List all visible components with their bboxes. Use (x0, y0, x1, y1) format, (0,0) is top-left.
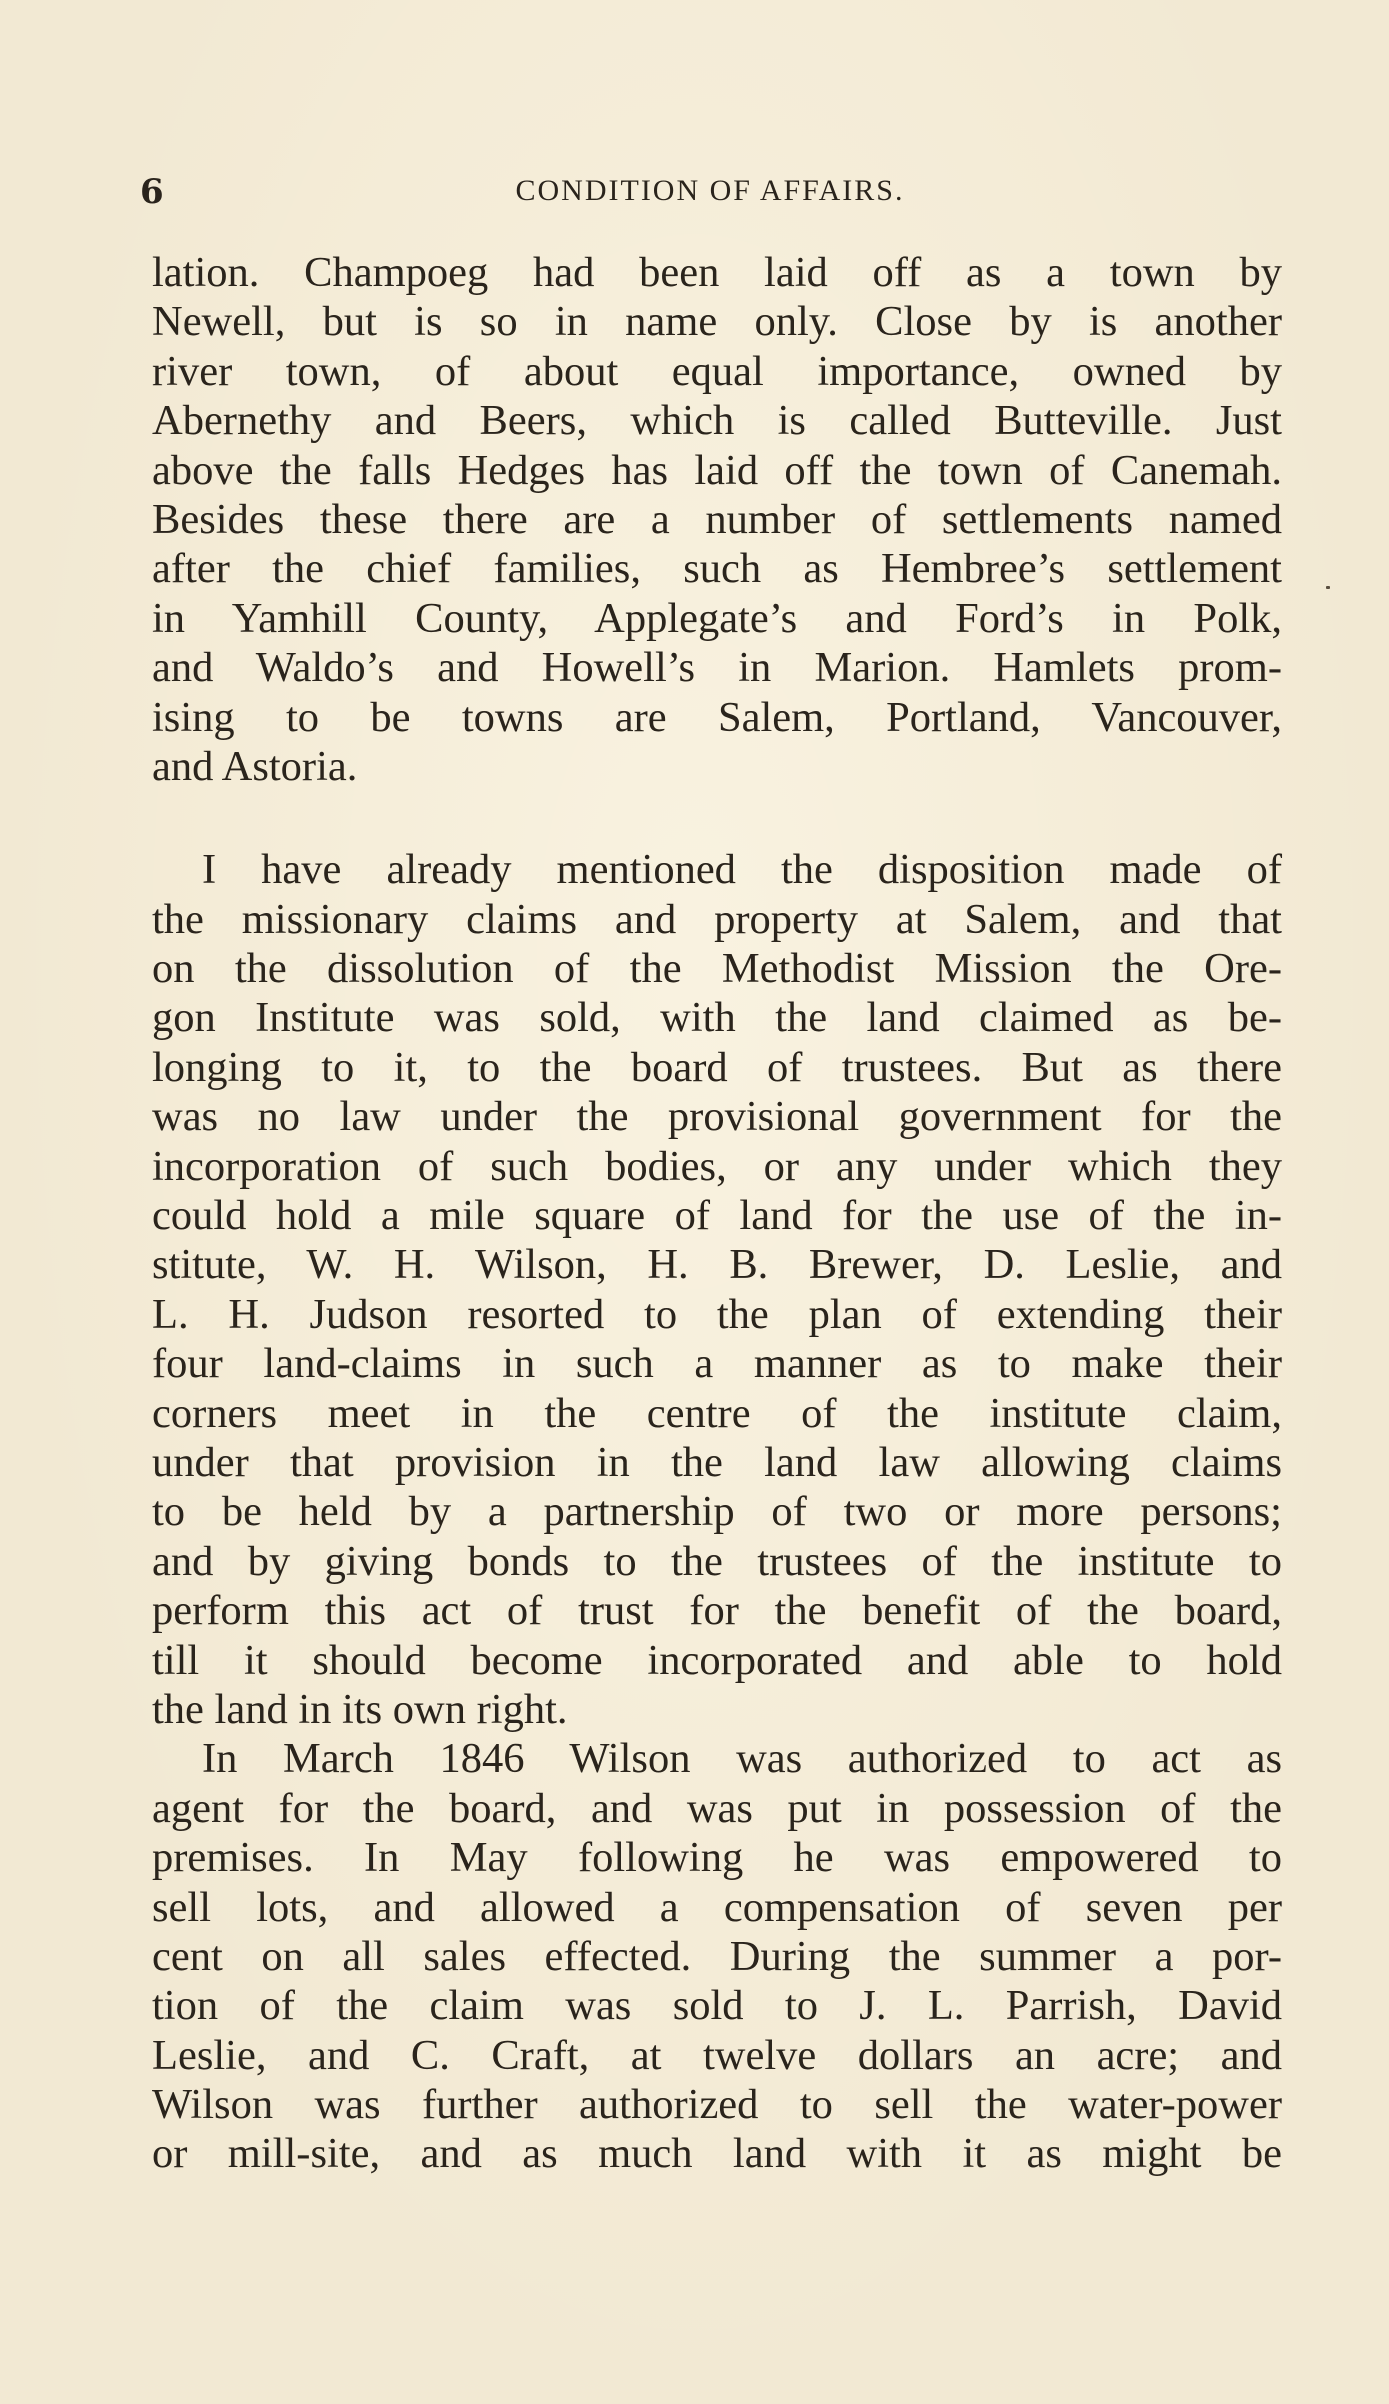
text-line: L. H. Judson resorted to the plan of extending their (152, 1290, 1282, 1338)
text-line: Newell, but is so in name only. Close by is another (152, 298, 1282, 346)
margin-speck (1326, 586, 1330, 589)
text-line: Wilson was further authorized to sell the water-power (152, 2081, 1282, 2129)
body-text (152, 248, 1282, 2179)
paragraph-gap (152, 791, 1282, 845)
running-head (140, 172, 1280, 222)
text-line: under that provision in the land law allowing claims (152, 1438, 1282, 1486)
text-line: and by giving bonds to the trustees of the institute to (152, 1537, 1282, 1585)
running-title: CONDITION OF AFFAIRS. (515, 174, 905, 207)
text-line: ising to be towns are Salem, Portland, Vancouver, (152, 693, 1282, 741)
text-line: to be held by a partnership of two or more persons; (152, 1488, 1282, 1536)
text-line: the missionary claims and property at Salem, and that (152, 895, 1282, 943)
text-line: till it should become incorporated and able to hold (152, 1636, 1282, 1684)
text-line: or mill-site, and as much land with it as might be (152, 2130, 1282, 2178)
text-line: and Astoria. (152, 742, 358, 790)
paragraph-1 (152, 248, 1282, 791)
text-line: Leslie, and C. Craft, at twelve dollars an acre; and (152, 2031, 1282, 2079)
text-line: perform this act of trust for the benefit of the board, (152, 1587, 1282, 1635)
text-line: after the chief families, such as Hembree’s settlement (152, 545, 1282, 593)
text-line: on the dissolution of the Methodist Mission the Ore- (152, 945, 1282, 993)
text-line: incorporation of such bodies, or any under which they (152, 1142, 1282, 1190)
text-line: four land-claims in such a manner as to make their (152, 1340, 1282, 1388)
text-line: gon Institute was sold, with the land claimed as be- (152, 994, 1282, 1042)
text-line: stitute, W. H. Wilson, H. B. Brewer, D. Leslie, and (152, 1241, 1282, 1289)
text-line: agent for the board, and was put in possession of the (152, 1784, 1282, 1832)
text-line: cent on all sales effected. During the summer a por- (152, 1932, 1282, 1980)
text-line: lation. Champoeg had been laid off as a town by (152, 249, 1282, 296)
text-line: Abernethy and Beers, which is called Butteville. Just (152, 397, 1282, 445)
text-line: In March 1846 Wilson was authorized to act as (202, 1735, 1282, 1783)
text-line: Besides these there are a number of settlements named (152, 495, 1282, 543)
text-line: in Yamhill County, Applegate’s and Ford’s in Polk, (152, 594, 1282, 642)
text-line: longing to it, to the board of trustees. But as there (152, 1043, 1282, 1091)
text-line: and Waldo’s and Howell’s in Marion. Hamlets prom- (152, 644, 1282, 692)
text-line: tion of the claim was sold to J. L. Parrish, David (152, 1982, 1282, 2030)
text-line: river town, of about equal importance, owned by (152, 347, 1282, 395)
text-line: above the falls Hedges has laid off the town of Canemah. (152, 446, 1282, 494)
page-number: 6 (140, 172, 165, 212)
text-line: the land in its own right. (152, 1685, 568, 1733)
paragraph-3 (152, 1734, 1282, 2179)
text-line: premises. In May following he was empowered to (152, 1834, 1282, 1882)
text-line: was no law under the provisional government for the (152, 1093, 1282, 1141)
text-line: I have already mentioned the disposition made of (202, 846, 1282, 894)
text-line: sell lots, and allowed a compensation of seven per (152, 1883, 1282, 1931)
paragraph-2 (152, 845, 1282, 1734)
text-line: corners meet in the centre of the institute claim, (152, 1389, 1282, 1437)
text-line: could hold a mile square of land for the use of the in- (152, 1192, 1282, 1240)
